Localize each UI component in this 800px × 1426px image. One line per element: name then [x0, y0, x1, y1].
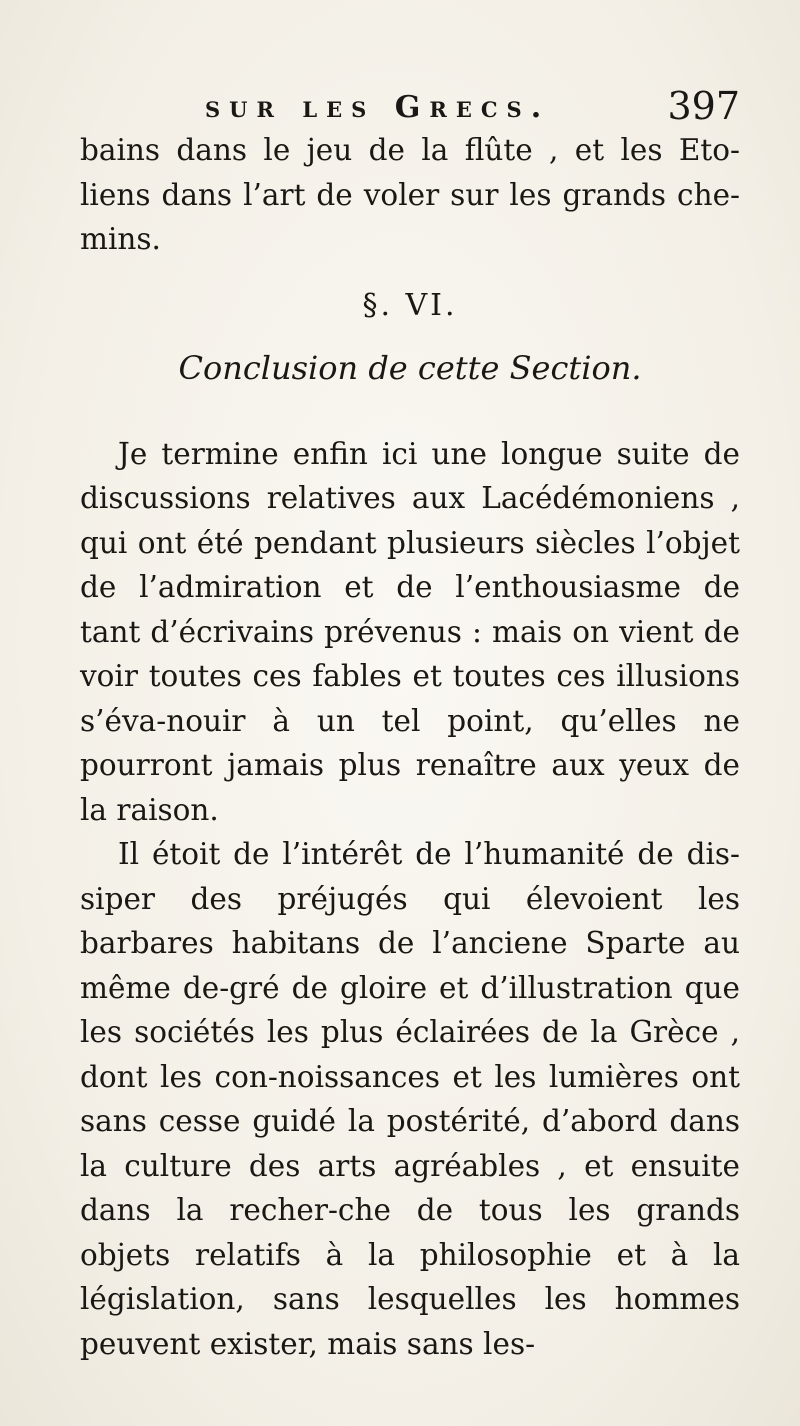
page-number: 397 — [667, 84, 740, 128]
running-head: sur les Grecs. — [205, 90, 551, 125]
paragraph-conclusion-2: Il étoit de l’intérêt de l’humanité de dis-siper des préjugés qui élevoient les barbares habitans de l’anciene Sparte au même de-gré de gloire et d’illustration que les sociétés les plus éclairées de la Grèce , dont les con-noissances et les lumières ont sans cesse guidé la postérité, d’abord dans la culture des arts agréables , et ensuite dans la recher-che de tous les grands objets relatifs à la philosophie et à la législation, sans lesquelles les hommes peuvent exister, mais sans les- — [80, 837, 740, 1361]
page-header — [205, 84, 740, 132]
paragraph-conclusion-1: Je termine enfin ici une longue suite de discussions relatives aux Lacédémoniens , qui ont été pendant plusieurs siècles l’objet de l’admiration et de l’enthousiasme de tant d’écrivains prévenus : mais on vient de voir toutes ces fables et toutes ces illusions s’éva-nouir à un tel point, qu’elles ne pourront jamais plus renaître aux yeux de la raison. — [80, 436, 740, 827]
section-mark: §. VI. — [362, 287, 458, 323]
opening-paragraph: bains dans le jeu de la flûte , et les Eto-liens dans l’art de voler sur les grands che-mins. — [80, 133, 740, 256]
body-text — [80, 128, 740, 1366]
section-title: Conclusion de cette Section. — [178, 348, 642, 387]
